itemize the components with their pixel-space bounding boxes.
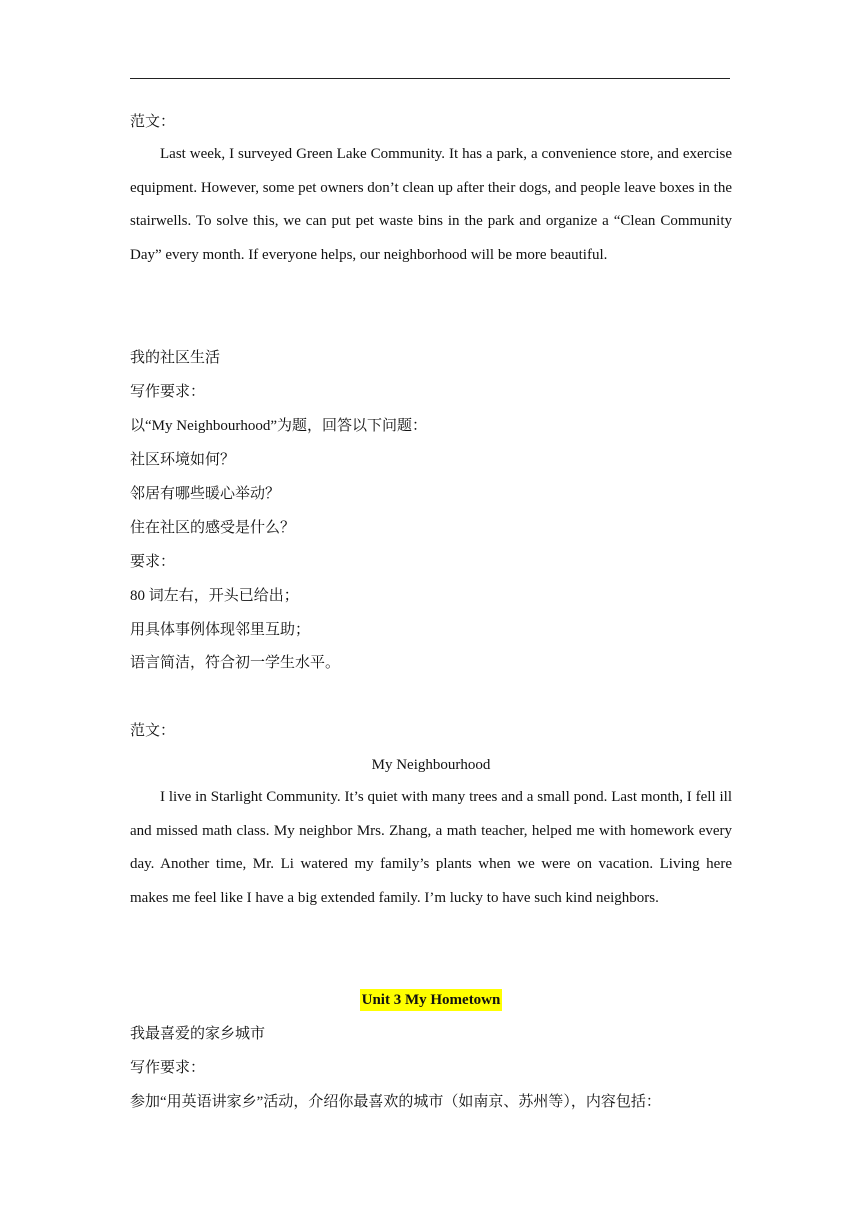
writing-instruction: 以“My Neighbourhood”为题，回答以下问题：: [130, 418, 428, 434]
section-topic: 我最喜爱的家乡城市: [130, 1026, 266, 1042]
requirement-3: 语言简洁，符合初一学生水平。: [130, 655, 341, 671]
requirements-label: 要求：: [130, 554, 176, 570]
section-topic: 我的社区生活: [130, 350, 221, 366]
unit-title-highlight: Unit 3 My Hometown: [360, 989, 503, 1011]
unit-heading: [130, 990, 732, 1010]
header-rule: [130, 78, 730, 79]
requirement-2: 用具体事例体现邻里互助；: [130, 622, 311, 638]
model-essay-label: 范文：: [130, 114, 176, 130]
writing-requirements-label: 写作要求：: [130, 1060, 206, 1076]
model-essay-label: 范文：: [130, 723, 176, 739]
question-2: 邻居有哪些暖心举动？: [130, 486, 281, 502]
requirement-1: 80 词左右，开头已给出；: [130, 588, 299, 604]
writing-instruction: 参加“用英语讲家乡”活动，介绍你最喜欢的城市（如南京、苏州等），内容包括：: [130, 1094, 661, 1110]
model-essay-green-lake: Last week, I surveyed Green Lake Community. It has a park, a convenience store, and exercise equipment. However, some pet owners don’t clean up after their dogs, and people leave boxes in the stairwells. To solve this, we can put pet waste bins in the park and organize a “Clean Community Day” every month. If everyone helps, our neighborhood will be more beautiful.: [130, 146, 732, 264]
question-3: 住在社区的感受是什么？: [130, 520, 296, 536]
essay-title: My Neighbourhood: [371, 757, 491, 773]
question-1: 社区环境如何？: [130, 452, 236, 468]
writing-requirements-label: 写作要求：: [130, 384, 206, 400]
model-essay-neighbourhood: I live in Starlight Community. It’s quiet with many trees and a small pond. Last month, I fell ill and missed math class. My neighbor Mrs. Zhang, a math teacher, helped me with homework every day. Another time, Mr. Li watered my family’s plants when we were on vacation. Living here makes me feel like I have a big extended family. I’m lucky to have such kind neighbors.: [130, 789, 732, 907]
